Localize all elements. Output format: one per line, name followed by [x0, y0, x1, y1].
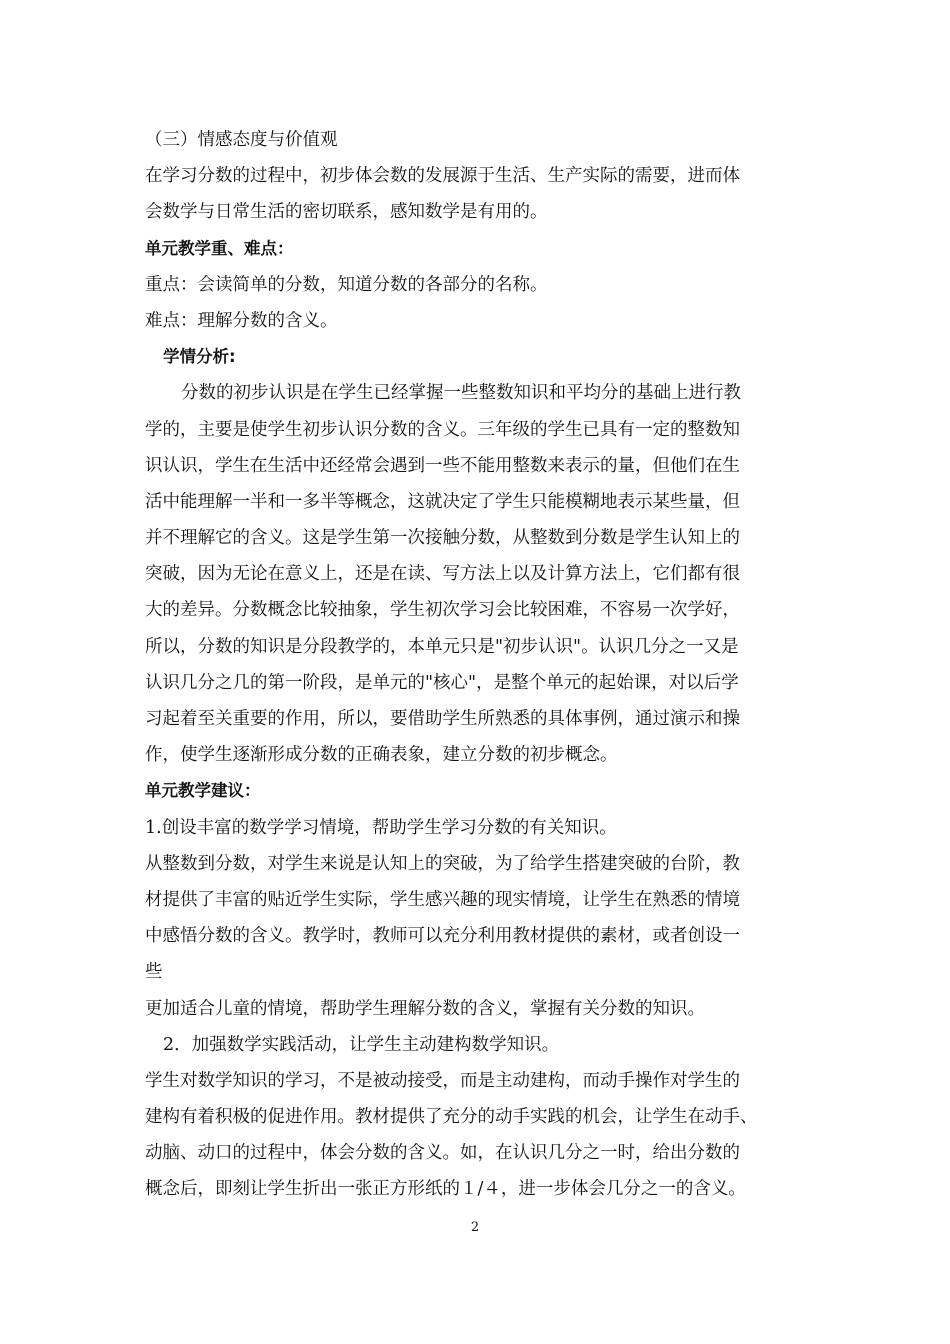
section-heading-emotion: （三）情感态度与价值观: [145, 130, 338, 150]
paragraph-line: 识认识，学生在生活中还经常会遇到一些不能用整数来表示的量，但他们在生: [145, 455, 740, 476]
paragraph-line: 突破，因为无论在意义上，还是在读、写方法上以及计算方法上，它们都有很: [145, 564, 740, 585]
paragraph-line: 习起着至关重要的作用，所以，要借助学生所熟悉的具体事例，通过演示和操: [145, 709, 740, 729]
paragraph-line: 学生对数学知识的学习，不是被动接受，而是主动建构，而动手操作对学生的: [145, 1070, 740, 1091]
paragraph-line: 分数的初步认识是在学生已经掌握一些整数知识和平均分的基础上进行教: [181, 383, 741, 404]
paragraph-line: 活中能理解一半和一多半等概念，这就决定了学生只能模糊地表示某些量，但: [145, 491, 740, 512]
page-number: 2: [470, 1220, 480, 1235]
paragraph-line: 学的，主要是使学生初步认识分数的含义。三年级的学生已具有一定的整数知: [145, 419, 740, 440]
paragraph-line: 中感悟分数的含义。教学时，教师可以充分利用教材提供的素材，或者创设一: [145, 926, 740, 947]
paragraph-line: 从整数到分数，对学生来说是认知上的突破，为了给学生搭建突破的台阶，教: [145, 853, 740, 874]
document-body: [145, 122, 817, 1208]
paragraph-line: 动脑、动口的过程中，体会分数的含义。如，在认识几分之一时，给出分数的: [145, 1143, 740, 1164]
paragraph-line: 大的差异。分数概念比较抽象，学生初次学习会比较困难，不容易一次学好，: [145, 600, 740, 621]
heading-key-points: 单元教学重、难点：: [145, 238, 294, 258]
paragraph-line: 认识几分之几的第一阶段，是单元的"核心"，是整个单元的起始课，对以后学: [145, 672, 739, 693]
paragraph-line: 建构有着积极的促进作用。教材提供了充分的动手实践的机会，让学生在动手、: [145, 1107, 758, 1128]
paragraph-line: 在学习分数的过程中，初步体会数的发展源于生活、生产实际的需要，进而体: [145, 166, 740, 187]
paragraph-line: 所以，分数的知识是分段教学的，本单元只是"初步认识"。认识几分之一又是: [145, 636, 739, 657]
suggestion-item-1: 1.创设丰富的数学学习情境，帮助学生学习分数的有关知识。: [145, 817, 617, 838]
paragraph-line: 会数学与日常生活的密切联系，感知数学是有用的。: [145, 202, 548, 223]
paragraph-line: 些: [145, 962, 163, 983]
key-point-line: 重点：会读简单的分数，知道分数的各部分的名称。: [145, 274, 548, 295]
paragraph-line: 并不理解它的含义。这是学生第一次接触分数，从整数到分数是学生认知上的: [145, 528, 740, 549]
paragraph-line: 概念后，即刻让学生折出一张正方形纸的１/４，进一步体会几分之一的含义。: [145, 1179, 746, 1200]
paragraph-line: 更加适合儿童的情境，帮助学生理解分数的含义，掌握有关分数的知识。: [145, 998, 705, 1019]
heading-teaching-suggestions: 单元教学建议：: [145, 781, 261, 801]
paragraph-line: 材提供了丰富的贴近学生实际，学生感兴趣的现实情境，让学生在熟悉的情境: [145, 889, 740, 910]
paragraph-line: 作，使学生逐渐形成分数的正确表象，建立分数的初步概念。: [145, 745, 618, 766]
suggestion-item-2: 2．加强数学实践活动，让学生主动建构数学知识。: [163, 1034, 560, 1055]
difficult-point-line: 难点：理解分数的含义。: [145, 310, 338, 331]
heading-student-analysis: 学情分析:: [163, 347, 236, 367]
